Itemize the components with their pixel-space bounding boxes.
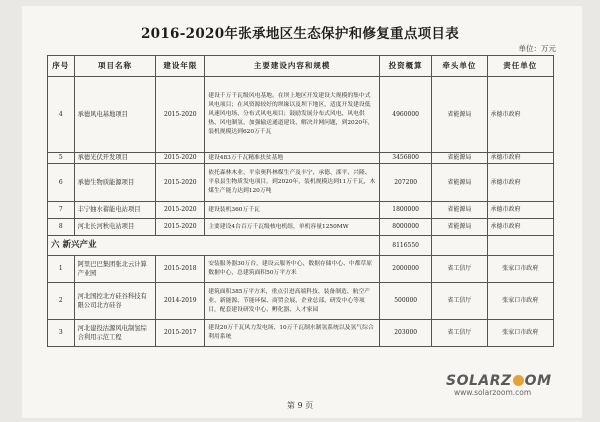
row-no: 5: [48, 153, 75, 164]
row-years: 2015-2017: [156, 320, 205, 347]
watermark-brand-left: SOLARZ: [446, 373, 512, 389]
table-row: [48, 77, 554, 153]
row-content: 建设千万千瓦级风电基地。在坝上地区开发建设大规模的集中式风电项目；在风资源较好的坝缘以及坝下地区，适度开发建设低风速风电场、分布式风电项目；鼓励发展分布式风电、风电供热、风电制氢、加强输送通道建设、解决并网问题，到2020年，装机规模达到620万千瓦: [205, 77, 380, 153]
row-lead: 省能源局: [432, 153, 487, 164]
row-investment: 8000000: [380, 219, 432, 236]
row-no: 2: [48, 283, 75, 320]
row-investment: 207200: [380, 164, 432, 202]
row-name: 承德生物质能源项目: [74, 164, 156, 202]
table-row: [48, 283, 554, 320]
row-resp: 张家口市政府: [487, 320, 553, 347]
row-resp: 承德市政府: [487, 202, 553, 219]
section-subtotal: 8116550: [380, 236, 432, 256]
table-header-row: [48, 56, 554, 77]
row-name: 河北国控北方硅谷科技有限公司北方硅谷: [74, 283, 156, 320]
row-no: 7: [48, 202, 75, 219]
watermark-brand: [446, 373, 566, 389]
solarzoom-watermark: [446, 373, 566, 397]
row-investment: 2000000: [380, 256, 432, 283]
row-name: 承德风电基地项目: [74, 77, 156, 153]
row-investment: 1800000: [380, 202, 432, 219]
row-resp: 承德市政府: [487, 164, 553, 202]
row-resp: 承德市政府: [487, 77, 553, 153]
sun-icon: [513, 375, 524, 386]
row-no: 1: [48, 256, 75, 283]
row-investment: 4960000: [380, 77, 432, 153]
row-investment: 3456800: [380, 153, 432, 164]
row-lead: 省工信厅: [432, 320, 487, 347]
table-row: [48, 164, 554, 202]
row-years: 2015-2020: [156, 153, 205, 164]
page-title: 2016-2020年张承地区生态保护和修复重点项目表: [140, 26, 460, 42]
watermark-url: www.solarzoom.com: [454, 388, 532, 397]
header-name: 项目名称: [74, 56, 156, 77]
row-no: 8: [48, 219, 75, 236]
table-row: [48, 320, 554, 347]
header-years: 建设年限: [156, 56, 205, 77]
empty-cell: [487, 236, 553, 256]
row-years: 2014-2019: [156, 283, 205, 320]
section-row-emerging-industry: [48, 236, 554, 256]
row-content: 建设装机360万千瓦: [205, 202, 380, 219]
empty-cell: [432, 236, 487, 256]
watermark-brand-right: OM: [524, 373, 552, 389]
row-content: 建设20万千瓦风力发电场、10万千瓦制水制氢系统以及氢气综合利用系统: [205, 320, 380, 347]
row-name: 丰宁抽水蓄能电站项目: [74, 202, 156, 219]
row-no: 3: [48, 320, 75, 347]
row-no: 6: [48, 164, 75, 202]
row-content: 安装服务器30万台，建设云服务中心、数据存储中心、中都草原数据中心，总建筑面积50万平方米: [205, 256, 380, 283]
row-years: 2015-2020: [156, 219, 205, 236]
row-name: 承德光伏开发项目: [74, 153, 156, 164]
page-number: 第 9 页: [286, 401, 314, 410]
row-resp: 张家口市政府: [487, 283, 553, 320]
row-years: 2015-2018: [156, 256, 205, 283]
header-resp: 责任单位: [487, 56, 553, 77]
header-investment: 投资概算: [380, 56, 432, 77]
row-resp: 承德市政府: [487, 219, 553, 236]
row-investment: 203000: [380, 320, 432, 347]
row-no: 4: [48, 77, 75, 153]
table-row: [48, 153, 554, 164]
row-lead: 省能源局: [432, 77, 487, 153]
table-row: [48, 202, 554, 219]
row-content: 建筑面积385万平方米，重点引进高端科技、装备制造、航空产业、新能源、节能环保、商贸会展、企业总部、研发中心等项目，配套建设研发中心、孵化器、人才家园: [205, 283, 380, 320]
row-name: 河北建投沽源风电制氢综合利用示范工程: [74, 320, 156, 347]
row-lead: 省能源局: [432, 164, 487, 202]
header-lead: 牵头单位: [432, 56, 487, 77]
unit-label: 单位：万元: [518, 44, 556, 53]
row-investment: 500000: [380, 283, 432, 320]
header-no: 序号: [48, 56, 75, 77]
row-years: 2015-2020: [156, 202, 205, 219]
row-content: 依托森林木业、平泉奥科林煤生产及丰宁、承德、滦平、兴隆、平泉县生物质发电项目，到2020年，装机规模达到11万千瓦，木煤生产能力达到120万吨: [205, 164, 380, 202]
row-name: 河北长河秋电站项目: [74, 219, 156, 236]
row-content: 主要建设4台百万千瓦级核电机组，单机容量1250MW: [205, 219, 380, 236]
row-years: 2015-2020: [156, 164, 205, 202]
row-name: 阿里巴巴集团张北云计算产业园: [74, 256, 156, 283]
table-row: [48, 256, 554, 283]
row-resp: 承德市政府: [487, 153, 553, 164]
row-lead: 省工信厅: [432, 283, 487, 320]
row-years: 2015-2020: [156, 77, 205, 153]
projects-table: [47, 55, 554, 347]
row-lead: 省工信厅: [432, 256, 487, 283]
row-resp: 张家口市政府: [487, 256, 553, 283]
row-lead: 省能源局: [432, 219, 487, 236]
row-content: 建设483万千瓦精准扶贫基地: [205, 153, 380, 164]
row-lead: 省能源局: [432, 202, 487, 219]
header-content: 主要建设内容和规模: [205, 56, 380, 77]
section-title: 六 新兴产业: [48, 236, 380, 256]
table-row: [48, 219, 554, 236]
